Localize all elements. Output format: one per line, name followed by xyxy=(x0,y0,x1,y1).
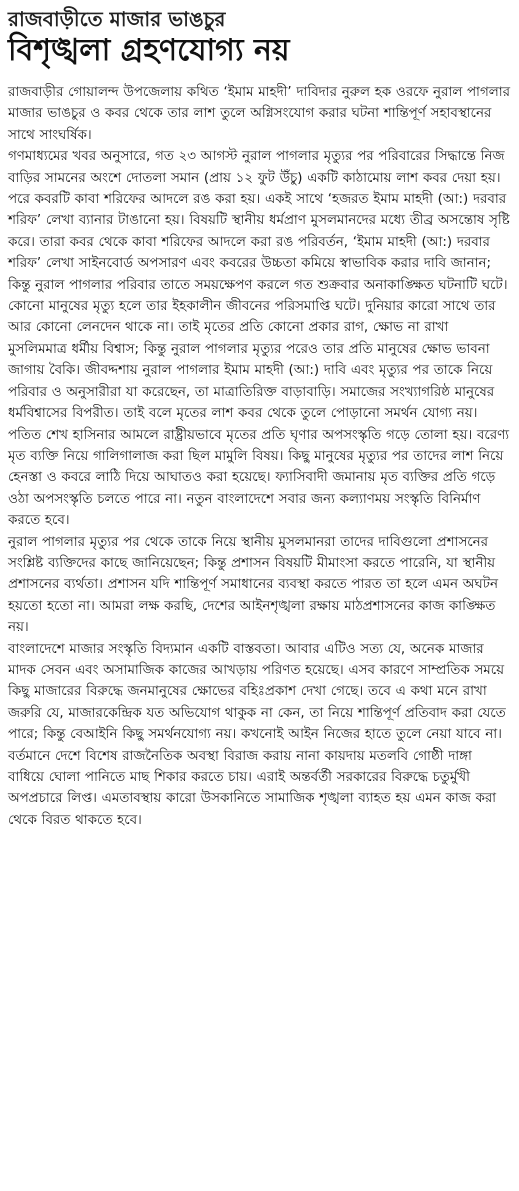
article-body xyxy=(8,82,511,831)
article-paragraph: রাজবাড়ীর গোয়ালন্দ উপজেলায় কথিত ‘ইমাম মাহদী’ দাবিদার নুরুল হক ওরফে নুরাল পাগলার মাজার ভাঙচুর ও কবর থেকে তার লাশ তুলে অগ্নিসংযোগ করার ঘটনা শান্তিপূর্ণ সহাবস্থানের সাথে সাংঘর্ষিক। xyxy=(8,85,510,143)
article-kicker: রাজবাড়ীতে মাজার ভাঙচুর xyxy=(8,7,226,31)
article-paragraph: বর্তমানে দেশে বিশেষ রাজনৈতিক অবস্থা বিরাজ করায় নানা কায়দায় মতলবি গোষ্ঠী দাঙ্গা বাধিয়ে ঘোলা পানিতে মাছ শিকার করতে চায়। এরাই অন্তর্বর্তী সরকারের বিরুদ্ধে চতুর্মুখী অপপ্রচারে লিপ্ত। এমতাবস্থায় কারো উসকানিতে সামাজিক শৃঙ্খলা ব্যাহত হয় এমন কাজ করা থেকে বিরত থাকতে হবে। xyxy=(8,748,497,828)
article-paragraph: নুরাল পাগলার মৃত্যুর পর থেকে তাকে নিয়ে স্থানীয় মুসলমানরা তাদের দাবিগুলো প্রশাসনের সংশ্লিষ্ট ব্যক্তিদের কাছে জানিয়েছেন; কিন্তু প্রশাসন বিষয়টি মীমাংসা করতে পারেনি, যা স্থানীয় প্রশাসনের ব্যর্থতা। প্রশাসন যদি শান্তিপূর্ণ সমাধানের ব্যবস্থা করতে পারত তা হলে এমন অঘটন হয়তো হতো না। আমরা লক্ষ করছি, দেশের আইনশৃঙ্খলা রক্ষায় মাঠপ্রশাসনের কাজ কাঙ্ক্ষিত নয়। xyxy=(8,534,498,636)
article-paragraph: গণমাধ্যমের খবর অনুসারে, গত ২৩ আগস্ট নুরাল পাগলার মৃত্যুর পর পরিবারের সিদ্ধান্তে নিজ বাড়ির সামনের অংশে দোতলা সমান (প্রায় ১২ ফুট উঁচু) একটি কাঠামোয় লাশ কবর দেয়া হয়। পরে কবরটি কাবা শরিফের আদলে রঙ করা হয়। একই সাথে ‘হজরত ইমাম মাহদী (আ:) দরবার শরিফ’ লেখা ব্যানার টাঙানো হয়। বিষয়টি স্থানীয় ধর্মপ্রাণ মুসলমানদের মধ্যে তীব্র অসন্তোষ সৃষ্টি করে। তারা কবর থেকে কাবা শরিফের আদলে করা রঙ পরিবর্তন, ‘ইমাম মাহদী (আ:) দরবার শরিফ’ লেখা সাইনবোর্ড অপসারণ এবং কবরের উচ্চতা কমিয়ে স্বাভাবিক করার দাবি জানান; কিন্তু নুরাল পাগলার পরিবার তাতে সময়ক্ষেপণ করলে গত শুক্রবার অনাকাঙ্ক্ষিত ঘটনাটি ঘটে। xyxy=(8,149,510,293)
article-headline: বিশৃঙ্খলা গ্রহণযোগ্য নয় xyxy=(8,33,290,68)
article-paragraph: পতিত শেখ হাসিনার আমলে রাষ্ট্রীয়ভাবে মৃতের প্রতি ঘৃণার অপসংস্কৃতি গড়ে তোলা হয়। বরেণ্য মৃত ব্যক্তি নিয়ে গালিগালাজ করা ছিল মামুলি বিষয়। কিছু মানুষের মৃত্যুর পর তাদের লাশ নিয়ে হেনস্তা ও কবরে লাঠি দিয়ে আঘাতও করা হয়েছে। ফ্যাসিবাদী জমানায় মৃত ব্যক্তির প্রতি গড়ে ওঠা অপসংস্কৃতি চলতে পারে না। নতুন বাংলাদেশে সবার জন্য কল্যাণময় সংস্কৃতি বিনির্মাণ করতে হবে। xyxy=(8,427,510,529)
article-paragraph: কোনো মানুষের মৃত্যু হলে তার ইহকালীন জীবনের পরিসমাপ্তি ঘটে। দুনিয়ার কারো সাথে তার আর কোনো লেনদেন থাকে না। তাই মৃতের প্রতি কোনো প্রকার রাগ, ক্ষোভ না রাখা মুসলিমমাত্র ধর্মীয় বিশ্বাস; কিন্তু নুরাল পাগলার মৃত্যুর পরেও তার প্রতি মানুষের ক্ষোভ ভাবনা জাগায় বৈকি। জীবদ্দশায় নুরাল পাগলার ইমাম মাহদী (আ:) দাবি এবং মৃত্যুর পর তাকে নিয়ে পরিবার ও অনুসারীরা যা করেছেন, তা মাত্রাতিরিক্ত বাড়াবাড়ি। সমাজের সংখ্যাগরিষ্ঠ মানুষের ধর্মবিশ্বাসের বিপরীত। তাই বলে মৃতের লাশ কবর থেকে তুলে পোড়ানো সমর্থন যোগ্য নয়। xyxy=(8,299,496,422)
article-paragraph: বাংলাদেশে মাজার সংস্কৃতি বিদ্যমান একটি বাস্তবতা। আবার এটিও সত্য যে, অনেক মাজার মাদক সেবন এবং অসামাজিক কাজের আখড়ায় পরিণত হয়েছে। এসব কারণে সাম্প্রতিক সময়ে কিছু মাজারের বিরুদ্ধে জনমানুষের ক্ষোভের বহিঃপ্রকাশ দেখা গেছে। তবে এ কথা মনে রাখা জরুরি যে, মাজারকেন্দ্রিক যত অভিযোগ থাকুক না কেন, তা নিয়ে শান্তিপূর্ণ প্রতিবাদ করা যেতে পারে; কিন্তু বেআইনি কিছু সমর্থনযোগ্য নয়। কখনোই আইন নিজের হাতে তুলে নেয়া যাবে না। xyxy=(8,641,506,743)
